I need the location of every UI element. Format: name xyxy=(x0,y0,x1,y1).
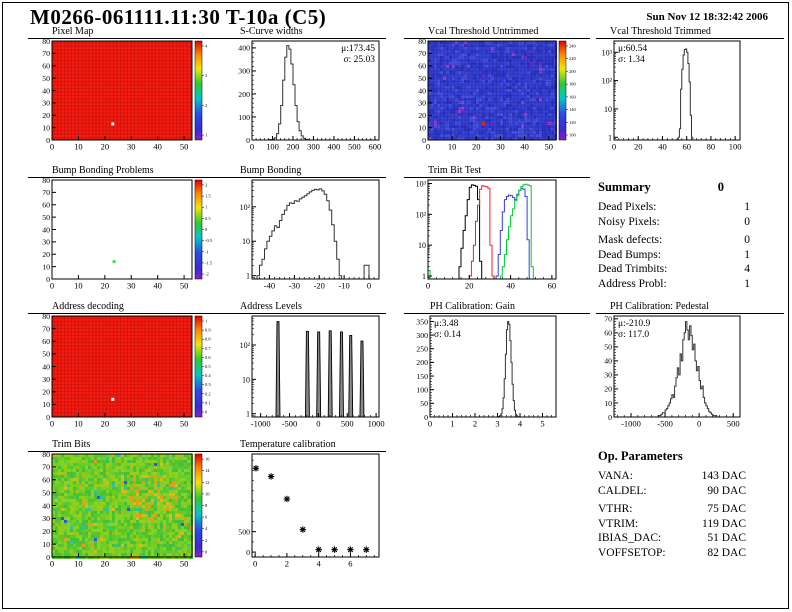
svg-text:-10: -10 xyxy=(338,280,350,291)
bump-bonding-chart xyxy=(232,178,386,292)
svg-text:600: 600 xyxy=(368,141,382,152)
svg-text:0: 0 xyxy=(246,547,250,557)
svg-text:50: 50 xyxy=(179,280,189,291)
svg-text:70: 70 xyxy=(42,462,50,472)
row-value: 51 DAC xyxy=(707,532,746,544)
svg-text:50: 50 xyxy=(418,73,426,83)
summary-value: 0 xyxy=(717,180,724,194)
svg-text:10: 10 xyxy=(242,375,250,385)
svg-text:250: 250 xyxy=(416,344,428,354)
svg-text:300: 300 xyxy=(307,141,320,152)
svg-text:6: 6 xyxy=(348,558,353,569)
svg-text:10: 10 xyxy=(242,237,250,247)
svg-text:80: 80 xyxy=(42,39,50,46)
svg-text:30: 30 xyxy=(126,418,136,429)
svg-text:1: 1 xyxy=(246,271,250,281)
svg-text:σ: 25.03: σ: 25.03 xyxy=(343,55,375,65)
svg-text:80: 80 xyxy=(706,141,716,152)
row-value: 4 xyxy=(744,263,750,275)
svg-text:0: 0 xyxy=(49,418,55,429)
svg-text:0: 0 xyxy=(422,135,426,145)
svg-text:1: 1 xyxy=(246,409,250,419)
svg-text:400: 400 xyxy=(238,43,250,53)
svg-text:10: 10 xyxy=(74,280,83,291)
summary-title: Summary xyxy=(598,180,651,194)
panel-title: PH Calibration: Pedestal xyxy=(596,301,784,314)
op-parameters-title: Op. Parameters xyxy=(598,449,683,463)
svg-text:220: 220 xyxy=(569,56,576,62)
svg-text:2: 2 xyxy=(205,102,208,108)
svg-text:0: 0 xyxy=(246,135,250,145)
row-value: 0 xyxy=(744,215,750,228)
panel-title: Bump Bonding xyxy=(232,165,386,178)
svg-text:20: 20 xyxy=(472,141,481,152)
svg-text:2: 2 xyxy=(205,182,208,188)
svg-text:20: 20 xyxy=(42,387,50,397)
svg-text:50: 50 xyxy=(42,73,50,83)
svg-text:3: 3 xyxy=(205,73,208,79)
svg-text:200: 200 xyxy=(416,358,428,368)
svg-text:500: 500 xyxy=(726,418,740,429)
svg-text:-2: -2 xyxy=(205,271,209,277)
svg-text:4: 4 xyxy=(205,526,208,532)
svg-text:3: 3 xyxy=(495,418,500,429)
row-value: 0 xyxy=(744,234,750,246)
svg-text:0.6: 0.6 xyxy=(205,354,211,360)
svg-text:10: 10 xyxy=(205,491,210,497)
row-label: Noisy Pixels: xyxy=(598,215,660,228)
svg-text:140: 140 xyxy=(569,107,576,113)
svg-text:-500: -500 xyxy=(281,418,298,429)
svg-text:100: 100 xyxy=(569,132,576,138)
svg-text:200: 200 xyxy=(238,89,250,99)
temperature-chart xyxy=(232,452,386,570)
panel-s-curve-widths xyxy=(232,26,386,153)
svg-text:50: 50 xyxy=(42,488,50,498)
svg-text:1: 1 xyxy=(205,132,208,138)
row-label: Dead Pixels: xyxy=(598,201,657,213)
panel-trim-bits xyxy=(28,439,232,570)
svg-text:σ: 1.34: σ: 1.34 xyxy=(618,55,645,65)
panel-title: Vcal Threshold Trimmed xyxy=(596,26,784,39)
row-value: 119 DAC xyxy=(702,517,746,530)
svg-text:30: 30 xyxy=(126,280,136,291)
svg-text:10³: 10³ xyxy=(415,179,426,189)
svg-text:μ:60.54: μ:60.54 xyxy=(618,44,648,54)
svg-text:20: 20 xyxy=(633,141,643,152)
panel-temperature xyxy=(232,439,386,570)
panel-vcal-trimmed xyxy=(596,26,784,153)
svg-text:0: 0 xyxy=(205,227,208,232)
table-row xyxy=(598,469,746,484)
svg-text:80: 80 xyxy=(42,178,50,185)
svg-text:80: 80 xyxy=(418,39,426,46)
svg-text:1000: 1000 xyxy=(367,418,385,429)
summary-header xyxy=(598,180,750,195)
row-value: 90 DAC xyxy=(707,484,746,497)
panel-title: Address decoding xyxy=(28,301,232,314)
svg-text:40: 40 xyxy=(520,141,529,152)
svg-text:8: 8 xyxy=(205,503,208,508)
svg-text:80: 80 xyxy=(42,452,50,459)
svg-text:20: 20 xyxy=(100,418,110,429)
row-label: Dead Trimbits: xyxy=(598,263,668,275)
svg-text:0.9: 0.9 xyxy=(205,327,211,333)
panel-bump-bonding xyxy=(232,165,386,292)
svg-text:20: 20 xyxy=(100,141,110,152)
svg-text:1: 1 xyxy=(608,133,612,143)
table-row xyxy=(598,233,750,248)
svg-text:0.7: 0.7 xyxy=(205,345,211,351)
timestamp: Sun Nov 12 18:32:42 2006 xyxy=(646,11,768,23)
svg-text:20: 20 xyxy=(42,527,50,537)
svg-text:0: 0 xyxy=(366,280,372,291)
svg-text:40: 40 xyxy=(42,225,50,235)
table-row xyxy=(598,277,750,292)
svg-text:σ: 0.14: σ: 0.14 xyxy=(434,330,461,340)
op-parameters-header xyxy=(598,449,746,464)
svg-text:16: 16 xyxy=(205,456,210,462)
panel-bump-problems xyxy=(28,165,232,292)
svg-text:1.5: 1.5 xyxy=(205,193,211,199)
panel-vcal-untrimmed xyxy=(404,26,590,153)
vcal-trimmed-chart xyxy=(596,39,784,153)
svg-text:60: 60 xyxy=(42,61,50,71)
row-value: 75 DAC xyxy=(707,503,746,515)
table-row xyxy=(598,502,746,517)
svg-text:30: 30 xyxy=(42,514,50,524)
svg-text:0.4: 0.4 xyxy=(205,373,211,379)
svg-text:-0.5: -0.5 xyxy=(205,238,213,244)
svg-text:70: 70 xyxy=(42,324,50,334)
panel-address-decoding xyxy=(28,301,232,430)
svg-text:0: 0 xyxy=(425,280,431,291)
svg-text:0.3: 0.3 xyxy=(205,382,211,388)
svg-text:30: 30 xyxy=(496,141,505,152)
address-levels-chart xyxy=(232,314,386,430)
svg-text:1: 1 xyxy=(205,318,208,324)
page-title: M0266-061111.11:30 T-10a (C5) xyxy=(30,5,327,29)
svg-text:10: 10 xyxy=(447,141,457,152)
svg-text:100: 100 xyxy=(416,385,428,395)
svg-text:0.1: 0.1 xyxy=(205,400,211,406)
svg-text:40: 40 xyxy=(42,86,50,96)
svg-text:10: 10 xyxy=(418,241,426,251)
svg-text:40: 40 xyxy=(506,280,515,291)
svg-text:-40: -40 xyxy=(263,280,276,291)
svg-text:10³: 10³ xyxy=(601,48,612,58)
table-row xyxy=(598,517,746,532)
row-value: 143 DAC xyxy=(701,470,746,482)
svg-text:0.2: 0.2 xyxy=(205,391,211,397)
svg-text:12: 12 xyxy=(205,479,210,485)
svg-text:50: 50 xyxy=(544,141,554,152)
svg-text:40: 40 xyxy=(42,501,50,511)
svg-text:-1000: -1000 xyxy=(621,418,641,429)
svg-text:10: 10 xyxy=(42,539,50,549)
row-value: 1 xyxy=(744,277,750,290)
svg-text:160: 160 xyxy=(569,94,576,100)
svg-text:2: 2 xyxy=(205,537,208,543)
svg-text:20: 20 xyxy=(100,280,110,291)
svg-text:40: 40 xyxy=(153,418,162,429)
svg-text:0: 0 xyxy=(49,141,55,152)
op-parameters-panel xyxy=(598,449,746,560)
panel-title: Vcal Threshold Untrimmed xyxy=(404,26,590,39)
svg-text:40: 40 xyxy=(153,558,162,569)
svg-text:300: 300 xyxy=(416,330,428,340)
svg-text:70: 70 xyxy=(604,314,612,324)
row-label: IBIAS_DAC: xyxy=(598,532,662,544)
table-row xyxy=(598,484,746,499)
panel-title: Pixel Map xyxy=(28,26,232,39)
table-row xyxy=(598,200,750,215)
ph-pedestal-chart xyxy=(596,314,784,430)
panel-title: PH Calibration: Gain xyxy=(404,301,590,314)
svg-text:30: 30 xyxy=(42,98,50,108)
row-label: VTHR: xyxy=(598,503,633,515)
svg-text:50: 50 xyxy=(179,418,189,429)
svg-text:0: 0 xyxy=(424,412,428,422)
svg-text:10²: 10² xyxy=(601,76,612,86)
s-curve-widths-chart xyxy=(232,39,386,153)
svg-text:1: 1 xyxy=(422,272,426,282)
svg-text:10²: 10² xyxy=(239,341,250,351)
svg-text:0: 0 xyxy=(253,558,258,569)
svg-text:0: 0 xyxy=(46,412,50,422)
svg-text:60: 60 xyxy=(547,280,557,291)
svg-text:0: 0 xyxy=(46,274,50,284)
svg-text:40: 40 xyxy=(153,280,162,291)
panel-address-levels xyxy=(232,301,386,430)
table-row xyxy=(598,262,750,277)
svg-text:30: 30 xyxy=(604,370,612,380)
svg-text:0: 0 xyxy=(249,141,255,152)
svg-text:4: 4 xyxy=(205,43,208,49)
svg-text:40: 40 xyxy=(153,141,162,152)
svg-text:1: 1 xyxy=(450,418,455,429)
panel-title: Trim Bit Test xyxy=(404,165,590,178)
svg-text:10²: 10² xyxy=(239,202,250,212)
svg-text:30: 30 xyxy=(42,374,50,384)
svg-text:σ: 117.0: σ: 117.0 xyxy=(618,330,650,340)
svg-text:0: 0 xyxy=(316,418,321,429)
svg-text:0.5: 0.5 xyxy=(205,364,211,369)
svg-text:500: 500 xyxy=(238,527,250,537)
svg-text:40: 40 xyxy=(42,362,50,372)
svg-text:10: 10 xyxy=(42,123,50,133)
svg-text:40: 40 xyxy=(418,86,426,96)
svg-text:20: 20 xyxy=(418,111,426,121)
svg-text:10²: 10² xyxy=(415,210,426,220)
trim-bits-chart xyxy=(28,452,232,570)
svg-text:20: 20 xyxy=(604,384,612,394)
svg-text:0: 0 xyxy=(49,558,55,569)
row-label: Mask defects: xyxy=(598,234,663,246)
svg-text:μ:3.48: μ:3.48 xyxy=(434,319,459,329)
svg-text:20: 20 xyxy=(465,280,474,291)
svg-text:10: 10 xyxy=(74,141,83,152)
svg-text:40: 40 xyxy=(604,356,612,366)
svg-text:20: 20 xyxy=(42,250,50,260)
pixel-map-chart xyxy=(28,39,232,153)
svg-text:200: 200 xyxy=(569,68,576,74)
svg-text:5: 5 xyxy=(540,418,545,429)
svg-text:500: 500 xyxy=(340,418,354,429)
svg-text:30: 30 xyxy=(126,558,136,569)
svg-text:50: 50 xyxy=(42,212,50,222)
svg-text:100: 100 xyxy=(266,141,279,152)
svg-text:20: 20 xyxy=(42,111,50,121)
svg-text:30: 30 xyxy=(418,98,426,108)
svg-text:0: 0 xyxy=(205,549,208,555)
svg-text:100: 100 xyxy=(238,112,250,122)
svg-text:0.5: 0.5 xyxy=(205,215,211,221)
svg-text:60: 60 xyxy=(418,61,426,71)
svg-text:500: 500 xyxy=(348,141,361,152)
svg-text:10: 10 xyxy=(74,418,83,429)
svg-text:180: 180 xyxy=(569,81,576,87)
svg-text:1: 1 xyxy=(205,204,208,210)
svg-text:50: 50 xyxy=(179,558,189,569)
svg-text:0: 0 xyxy=(49,280,55,291)
vcal-untrimmed-chart xyxy=(404,39,590,153)
svg-text:0: 0 xyxy=(205,409,208,415)
svg-text:10: 10 xyxy=(604,398,612,408)
svg-text:70: 70 xyxy=(42,49,50,59)
svg-text:0.8: 0.8 xyxy=(205,336,211,342)
svg-text:30: 30 xyxy=(126,141,136,152)
svg-text:350: 350 xyxy=(416,317,428,327)
svg-text:0: 0 xyxy=(427,418,433,429)
svg-text:30: 30 xyxy=(42,237,50,247)
svg-text:120: 120 xyxy=(569,119,576,125)
ph-gain-chart xyxy=(404,314,590,430)
summary-panel xyxy=(598,180,750,291)
svg-text:10: 10 xyxy=(42,262,50,272)
svg-text:300: 300 xyxy=(238,66,250,76)
svg-text:400: 400 xyxy=(327,141,341,152)
svg-text:-1.5: -1.5 xyxy=(205,260,213,266)
svg-text:0: 0 xyxy=(611,141,617,152)
svg-text:60: 60 xyxy=(682,141,691,152)
svg-text:0: 0 xyxy=(425,141,431,152)
svg-text:80: 80 xyxy=(42,314,50,321)
panel-title: Address Levels xyxy=(232,301,386,314)
svg-text:150: 150 xyxy=(416,371,428,381)
svg-text:70: 70 xyxy=(418,49,426,59)
row-label: Dead Bumps: xyxy=(598,248,661,261)
svg-text:0: 0 xyxy=(46,552,50,562)
table-row xyxy=(598,248,750,263)
svg-text:10: 10 xyxy=(74,558,83,569)
svg-text:60: 60 xyxy=(42,475,50,485)
svg-text:100: 100 xyxy=(728,141,742,152)
trim-bit-test-chart xyxy=(404,178,590,292)
svg-text:10: 10 xyxy=(42,400,50,410)
svg-text:-30: -30 xyxy=(288,280,301,291)
svg-text:200: 200 xyxy=(286,141,300,152)
table-row xyxy=(598,531,746,546)
svg-text:4: 4 xyxy=(517,418,523,429)
svg-text:14: 14 xyxy=(205,468,210,474)
row-value: 1 xyxy=(744,248,750,261)
panel-title: Temperature calibration xyxy=(232,439,386,452)
panel-trim-bit-test xyxy=(404,165,590,292)
svg-text:μ:173.45: μ:173.45 xyxy=(341,44,375,54)
svg-text:4: 4 xyxy=(316,558,321,569)
panel-title: S-Curve widths xyxy=(232,26,386,39)
svg-text:0: 0 xyxy=(608,412,612,422)
svg-text:2: 2 xyxy=(284,558,290,569)
svg-text:-500: -500 xyxy=(657,418,673,429)
panel-title: Trim Bits xyxy=(28,439,232,452)
svg-text:-20: -20 xyxy=(313,280,325,291)
table-row xyxy=(598,546,746,561)
panel-title: Bump Bonding Problems xyxy=(28,165,232,178)
row-value: 82 DAC xyxy=(707,546,746,559)
row-label: CALDEL: xyxy=(598,484,647,497)
svg-text:0: 0 xyxy=(697,418,702,429)
svg-text:-1000: -1000 xyxy=(250,418,271,429)
panel-ph-pedestal xyxy=(596,301,784,430)
svg-text:50: 50 xyxy=(179,141,189,152)
address-decoding-chart xyxy=(28,314,232,430)
panel-ph-gain xyxy=(404,301,590,430)
svg-text:50: 50 xyxy=(420,399,428,409)
svg-text:-1: -1 xyxy=(205,249,209,255)
row-label: Address Probl: xyxy=(598,277,667,290)
row-label: VOFFSETOP: xyxy=(598,546,666,559)
svg-text:60: 60 xyxy=(42,200,50,210)
svg-text:50: 50 xyxy=(604,342,612,352)
op-parameters-rows xyxy=(598,469,746,560)
svg-text:70: 70 xyxy=(42,188,50,198)
svg-text:240: 240 xyxy=(569,43,576,49)
svg-text:40: 40 xyxy=(658,141,667,152)
svg-text:60: 60 xyxy=(42,337,50,347)
row-label: VANA: xyxy=(598,470,633,482)
svg-text:10: 10 xyxy=(604,104,612,114)
svg-text:20: 20 xyxy=(100,558,110,569)
panel-pixel-map xyxy=(28,26,232,153)
svg-text:10: 10 xyxy=(418,123,426,133)
svg-text:60: 60 xyxy=(604,328,612,338)
row-value: 1 xyxy=(744,201,750,213)
svg-text:6: 6 xyxy=(205,514,208,520)
summary-rows xyxy=(598,200,750,291)
bump-problems-chart xyxy=(28,178,232,292)
svg-text:2: 2 xyxy=(472,418,478,429)
svg-text:50: 50 xyxy=(42,349,50,359)
svg-text:μ:-210.9: μ:-210.9 xyxy=(618,319,651,329)
row-label: VTRIM: xyxy=(598,517,639,530)
table-row xyxy=(598,215,750,230)
svg-text:0: 0 xyxy=(46,135,50,145)
